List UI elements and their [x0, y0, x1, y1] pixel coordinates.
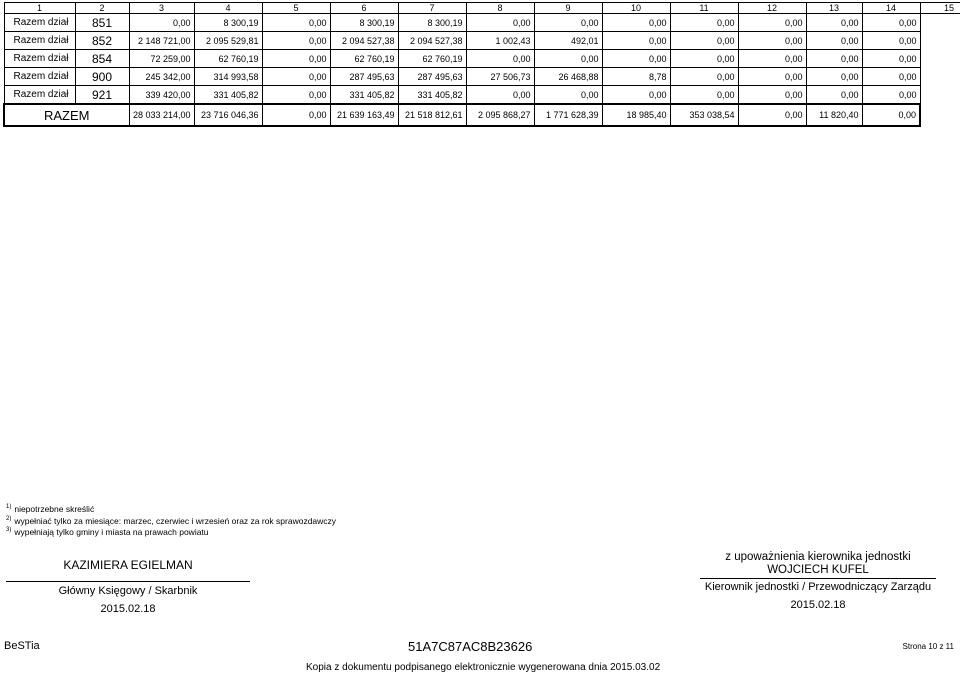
- column-number: 12: [738, 3, 806, 14]
- total-amount-cell: 2 095 868,27: [466, 104, 534, 126]
- amount-cell: 314 993,58: [194, 68, 262, 86]
- amount-cell: 245 342,00: [129, 68, 194, 86]
- total-label: RAZEM: [4, 104, 129, 126]
- total-amount-cell: 0,00: [862, 104, 920, 126]
- amount-cell: 331 405,82: [194, 86, 262, 105]
- total-amount-cell: 0,00: [262, 104, 330, 126]
- amount-cell: 72 259,00: [129, 50, 194, 68]
- column-number: 15: [920, 3, 960, 14]
- amount-cell: 287 495,63: [330, 68, 398, 86]
- total-amount-cell: 21 639 163,49: [330, 104, 398, 126]
- total-row: [4, 104, 960, 126]
- footnote: [6, 527, 336, 539]
- amount-cell: 0,00: [466, 86, 534, 105]
- section-code: 851: [75, 14, 129, 32]
- footnote-mark: 2): [6, 515, 12, 522]
- amount-cell: 0,00: [129, 14, 194, 32]
- amount-cell: 331 405,82: [398, 86, 466, 105]
- amount-cell: 492,01: [534, 32, 602, 50]
- column-number: 4: [194, 3, 262, 14]
- amount-cell: 0,00: [466, 14, 534, 32]
- amount-cell: 0,00: [738, 32, 806, 50]
- report-table-body: [4, 3, 960, 127]
- amount-cell: 0,00: [262, 68, 330, 86]
- column-number: 14: [862, 3, 920, 14]
- amount-cell: 0,00: [262, 32, 330, 50]
- amount-cell: 0,00: [862, 86, 920, 105]
- amount-cell: 26 468,88: [534, 68, 602, 86]
- amount-cell: 8 300,19: [330, 14, 398, 32]
- amount-cell: 2 095 529,81: [194, 32, 262, 50]
- amount-cell: 0,00: [262, 86, 330, 105]
- row-label: Razem dział: [4, 14, 75, 32]
- amount-cell: 0,00: [806, 14, 862, 32]
- amount-cell: 0,00: [806, 32, 862, 50]
- footnote: [6, 516, 336, 528]
- column-number: 13: [806, 3, 862, 14]
- amount-cell: 62 760,19: [398, 50, 466, 68]
- row-label: Razem dział: [4, 86, 75, 105]
- amount-cell: 331 405,82: [330, 86, 398, 105]
- section-code: 854: [75, 50, 129, 68]
- total-amount-cell: 1 771 628,39: [534, 104, 602, 126]
- column-number: 9: [534, 3, 602, 14]
- amount-cell: 0,00: [738, 68, 806, 86]
- total-amount-cell: 353 038,54: [670, 104, 738, 126]
- signatory-name: KAZIMIERA EGIELMAN: [63, 558, 193, 572]
- amount-cell: 0,00: [738, 50, 806, 68]
- total-amount-cell: 21 518 812,61: [398, 104, 466, 126]
- signature-date: 2015.02.18: [100, 603, 156, 615]
- section-code: 900: [75, 68, 129, 86]
- table-row: [4, 32, 960, 50]
- footnote: [6, 504, 336, 516]
- amount-cell: 62 760,19: [330, 50, 398, 68]
- footnote-mark: 3): [6, 527, 12, 533]
- column-number: 5: [262, 3, 330, 14]
- amount-cell: 0,00: [862, 32, 920, 50]
- amount-cell: 0,00: [602, 32, 670, 50]
- table-row: [4, 50, 960, 68]
- column-number: 10: [602, 3, 670, 14]
- total-amount-cell: 28 033 214,00: [129, 104, 194, 126]
- page-number: Strona 10 z 11: [902, 642, 954, 651]
- amount-cell: 0,00: [670, 50, 738, 68]
- section-code: 921: [75, 86, 129, 105]
- app-name: BeSTia: [4, 640, 40, 652]
- amount-cell: 2 094 527,38: [398, 32, 466, 50]
- amount-cell: 0,00: [806, 86, 862, 105]
- amount-cell: 27 506,73: [466, 68, 534, 86]
- amount-cell: 0,00: [806, 68, 862, 86]
- amount-cell: 8 300,19: [398, 14, 466, 32]
- amount-cell: 2 148 721,00: [129, 32, 194, 50]
- amount-cell: 0,00: [534, 50, 602, 68]
- table-row: [4, 68, 960, 86]
- footnote-text: wypełniać tylko za miesiące: marzec, czerwiec i wrzesień oraz za rok sprawozdawczy: [14, 515, 337, 526]
- total-amount-cell: 23 716 046,36: [194, 104, 262, 126]
- amount-cell: 0,00: [534, 86, 602, 105]
- column-number: 1: [4, 3, 75, 14]
- amount-cell: 0,00: [738, 86, 806, 105]
- authorization-note: z upoważnienia kierownika jednostki: [725, 551, 911, 563]
- amount-cell: 0,00: [670, 68, 738, 86]
- document-code: 51A7C87AC8B23626: [408, 639, 533, 654]
- signature-line: [700, 578, 936, 579]
- row-label: Razem dział: [4, 50, 75, 68]
- row-label: Razem dział: [4, 32, 75, 50]
- amount-cell: 0,00: [670, 32, 738, 50]
- signature-chief-accountant: [6, 558, 250, 615]
- amount-cell: 0,00: [262, 14, 330, 32]
- signatory-name: WOJCIECH KUFEL: [767, 564, 869, 576]
- amount-cell: 0,00: [862, 50, 920, 68]
- column-number-row: [4, 3, 960, 14]
- signatory-role: Kierownik jednostki / Przewodniczący Zarządu: [704, 581, 932, 593]
- footnote-mark: 1): [6, 504, 12, 510]
- total-amount-cell: 11 820,40: [806, 104, 862, 126]
- amount-cell: 0,00: [602, 50, 670, 68]
- amount-cell: 0,00: [602, 86, 670, 105]
- section-code: 852: [75, 32, 129, 50]
- column-number: 7: [398, 3, 466, 14]
- amount-cell: 339 420,00: [129, 86, 194, 105]
- amount-cell: 0,00: [670, 86, 738, 105]
- amount-cell: 0,00: [862, 14, 920, 32]
- amount-cell: 0,00: [466, 50, 534, 68]
- footnote-text: wypełniają tylko gminy i miasta na prawach powiatu: [14, 527, 209, 537]
- signatory-role: Główny Księgowy / Skarbnik: [58, 585, 198, 597]
- amount-cell: 1 002,43: [466, 32, 534, 50]
- total-amount-cell: 18 985,40: [602, 104, 670, 126]
- footnote-text: niepotrzebne skreślić: [14, 504, 95, 514]
- row-label: Razem dział: [4, 68, 75, 86]
- report-table: [3, 2, 960, 127]
- amount-cell: 0,00: [602, 14, 670, 32]
- amount-cell: 8,78: [602, 68, 670, 86]
- amount-cell: 0,00: [670, 14, 738, 32]
- footnotes: [6, 504, 336, 539]
- signature-date: 2015.02.18: [790, 599, 846, 611]
- table-row: [4, 14, 960, 32]
- signature-line: [6, 581, 250, 582]
- column-number: 2: [75, 3, 129, 14]
- amount-cell: 62 760,19: [194, 50, 262, 68]
- column-number: 3: [129, 3, 194, 14]
- signature-head-of-unit: [700, 551, 936, 611]
- amount-cell: 0,00: [862, 68, 920, 86]
- total-amount-cell: 0,00: [738, 104, 806, 126]
- amount-cell: 2 094 527,38: [330, 32, 398, 50]
- column-number: 8: [466, 3, 534, 14]
- column-number: 11: [670, 3, 738, 14]
- table-row: [4, 86, 960, 105]
- amount-cell: 0,00: [806, 50, 862, 68]
- amount-cell: 0,00: [534, 14, 602, 32]
- amount-cell: 8 300,19: [194, 14, 262, 32]
- amount-cell: 287 495,63: [398, 68, 466, 86]
- amount-cell: 0,00: [738, 14, 806, 32]
- column-number: 6: [330, 3, 398, 14]
- amount-cell: 0,00: [262, 50, 330, 68]
- copy-note: Kopia z dokumentu podpisanego elektronicznie wygenerowana dnia 2015.03.02: [306, 662, 661, 673]
